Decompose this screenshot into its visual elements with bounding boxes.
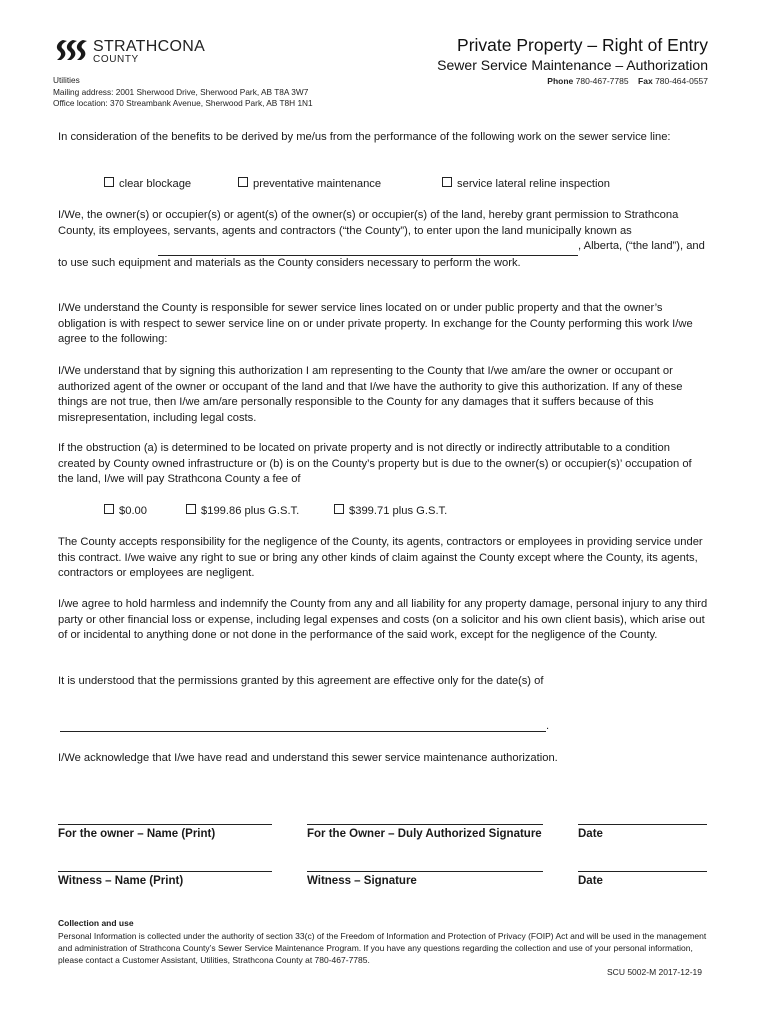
grant-comma: , <box>578 240 582 253</box>
strathcona-logo <box>53 38 213 68</box>
form-subtitle: Sewer Service Maintenance – Authorization <box>437 57 708 73</box>
option-preventative-maintenance[interactable] <box>238 177 381 190</box>
dates-field[interactable] <box>60 731 546 732</box>
witness-date-field[interactable] <box>578 871 707 872</box>
fee-label: $199.86 plus G.S.T. <box>201 505 300 517</box>
fee-label: $399.71 plus G.S.T. <box>349 505 448 517</box>
fee-option-399[interactable] <box>334 504 447 517</box>
phone-label: Phone <box>547 76 574 86</box>
grant-paragraph <box>58 208 708 271</box>
obstruction-paragraph: If the obstruction (a) is determined to be located on private property and is not directly or indirectly attributable to a condition created by County owned infrastructure or (b) is on the County’s property but is due to the owner(s) or occupier(s)’ occupation of the land, I/we will pay Strathcona County a fee of <box>58 442 692 486</box>
fee-option-0[interactable] <box>104 504 147 517</box>
mailing-address: Mailing address: 2001 Sherwood Drive, Sherwood Park, AB T8A 3W7 <box>53 86 309 97</box>
option-clear-blockage[interactable] <box>104 177 191 190</box>
checkbox-icon[interactable] <box>186 504 196 514</box>
intro-paragraph: In consideration of the benefits to be derived by me/us from the performance of the following work on the sewer service line: <box>58 131 671 143</box>
option-label: preventative maintenance <box>253 178 382 190</box>
form-title: Private Property – Right of Entry <box>457 35 708 55</box>
option-label: clear blockage <box>119 178 192 190</box>
owner-name-label: For the owner – Name (Print) <box>58 828 216 840</box>
logo-name: STRATHCONA <box>93 38 206 55</box>
owner-date-label: Date <box>578 828 603 840</box>
address-block <box>53 75 313 110</box>
logo-subname: COUNTY <box>93 54 139 65</box>
land-address-field[interactable] <box>158 239 578 256</box>
owner-date-field[interactable] <box>578 824 707 825</box>
form-code: SCU 5002-M 2017-12-19 <box>607 967 702 977</box>
indemnify-paragraph: I/we agree to hold harmless and indemnify the County from any and all liability for any property damage, personal injury to any third party or other financial loss or expense, including legal expenses and costs (on a solicitor and his own client basis), which arise out of or incidental to anything done or not done in the performance of the said work, except for the negligence of the County. <box>58 598 708 642</box>
grant-text-2: Alberta, (“the land”), and to use such equipment and materials as the County considers necessary to perform the work. <box>58 240 705 269</box>
checkbox-icon[interactable] <box>334 504 344 514</box>
witness-name-label: Witness – Name (Print) <box>58 875 184 887</box>
option-label: service lateral reline inspection <box>457 178 610 190</box>
owner-signature-field[interactable] <box>307 824 543 825</box>
contact-numbers <box>547 76 708 86</box>
effective-paragraph: It is understood that the permissions granted by this agreement are effective only for the date(s) of <box>58 675 544 687</box>
collection-heading: Collection and use <box>58 918 134 928</box>
witness-signature-label: Witness – Signature <box>307 875 417 887</box>
owner-name-field[interactable] <box>58 824 272 825</box>
witness-signature-field[interactable] <box>307 871 543 872</box>
owner-signature-label: For the Owner – Duly Authorized Signature <box>307 828 542 840</box>
collection-text: Personal Information is collected under the authority of section 33(c) of the Freedom of Information and Protection of Privacy (FOIP) Act and will be used in the management and administration of Strathcona County’s Sewer Service Maintenance Program. If you have any questions regarding the collection and use of your personal information, please contact a Customer Assistant, Utilities, Strathcona County at 780-467-7785. <box>58 931 707 966</box>
option-reline-inspection[interactable] <box>442 177 610 190</box>
office-location: Office location: 370 Streambank Avenue, Sherwood Park, AB T8H 1N1 <box>53 98 313 108</box>
dates-period: . <box>546 720 550 732</box>
witness-name-field[interactable] <box>58 871 272 872</box>
checkbox-icon[interactable] <box>104 504 114 514</box>
responsibility-scope-paragraph: I/We understand the County is responsible for sewer service lines located on or under public property and that the owner’s obligation is with respect to sewer service line on or under private property. In exchange for the County performing this work I/we agree to the following: <box>58 302 693 346</box>
witness-date-label: Date <box>578 875 603 887</box>
phone-number: 780-467-7785 <box>575 76 629 86</box>
checkbox-icon[interactable] <box>442 177 452 187</box>
acknowledge-paragraph: I/We acknowledge that I/we have read and understand this sewer service maintenance authorization. <box>58 752 558 764</box>
checkbox-icon[interactable] <box>104 177 114 187</box>
strathcona-logo-mark-icon <box>53 38 89 66</box>
department: Utilities <box>53 75 80 85</box>
grant-text: I/We, the owner(s) or occupier(s) or agent(s) of the owner(s) or occupier(s) of the land, hereby grant permission to Strathcona County, its employees, servants, agents and contractors (“the County”), to enter upon the land municipally known as <box>58 209 679 237</box>
fax-label: Fax <box>638 76 653 86</box>
checkbox-icon[interactable] <box>238 177 248 187</box>
fax-number: 780-464-0557 <box>655 76 708 86</box>
fee-option-199[interactable] <box>186 504 299 517</box>
fee-label: $0.00 <box>119 505 147 517</box>
negligence-paragraph: The County accepts responsibility for the negligence of the County, its agents, contractors or employees in providing service under this contract. I/we waive any right to sue or bring any other kinds of claim against the County except where the County, its agents, contractors or employees are negligent. <box>58 536 703 580</box>
authority-paragraph: I/We understand that by signing this authorization I am representing to the County that I/we am/are the owner or occupant or authorized agent of the owner or occupant of the land and that I/we have the authority to give this authorization. If any of these things are not true, then I/we am/are personally responsible to the County for any damages that it suffers because of this misrepresentation, including legal costs. <box>58 365 683 424</box>
